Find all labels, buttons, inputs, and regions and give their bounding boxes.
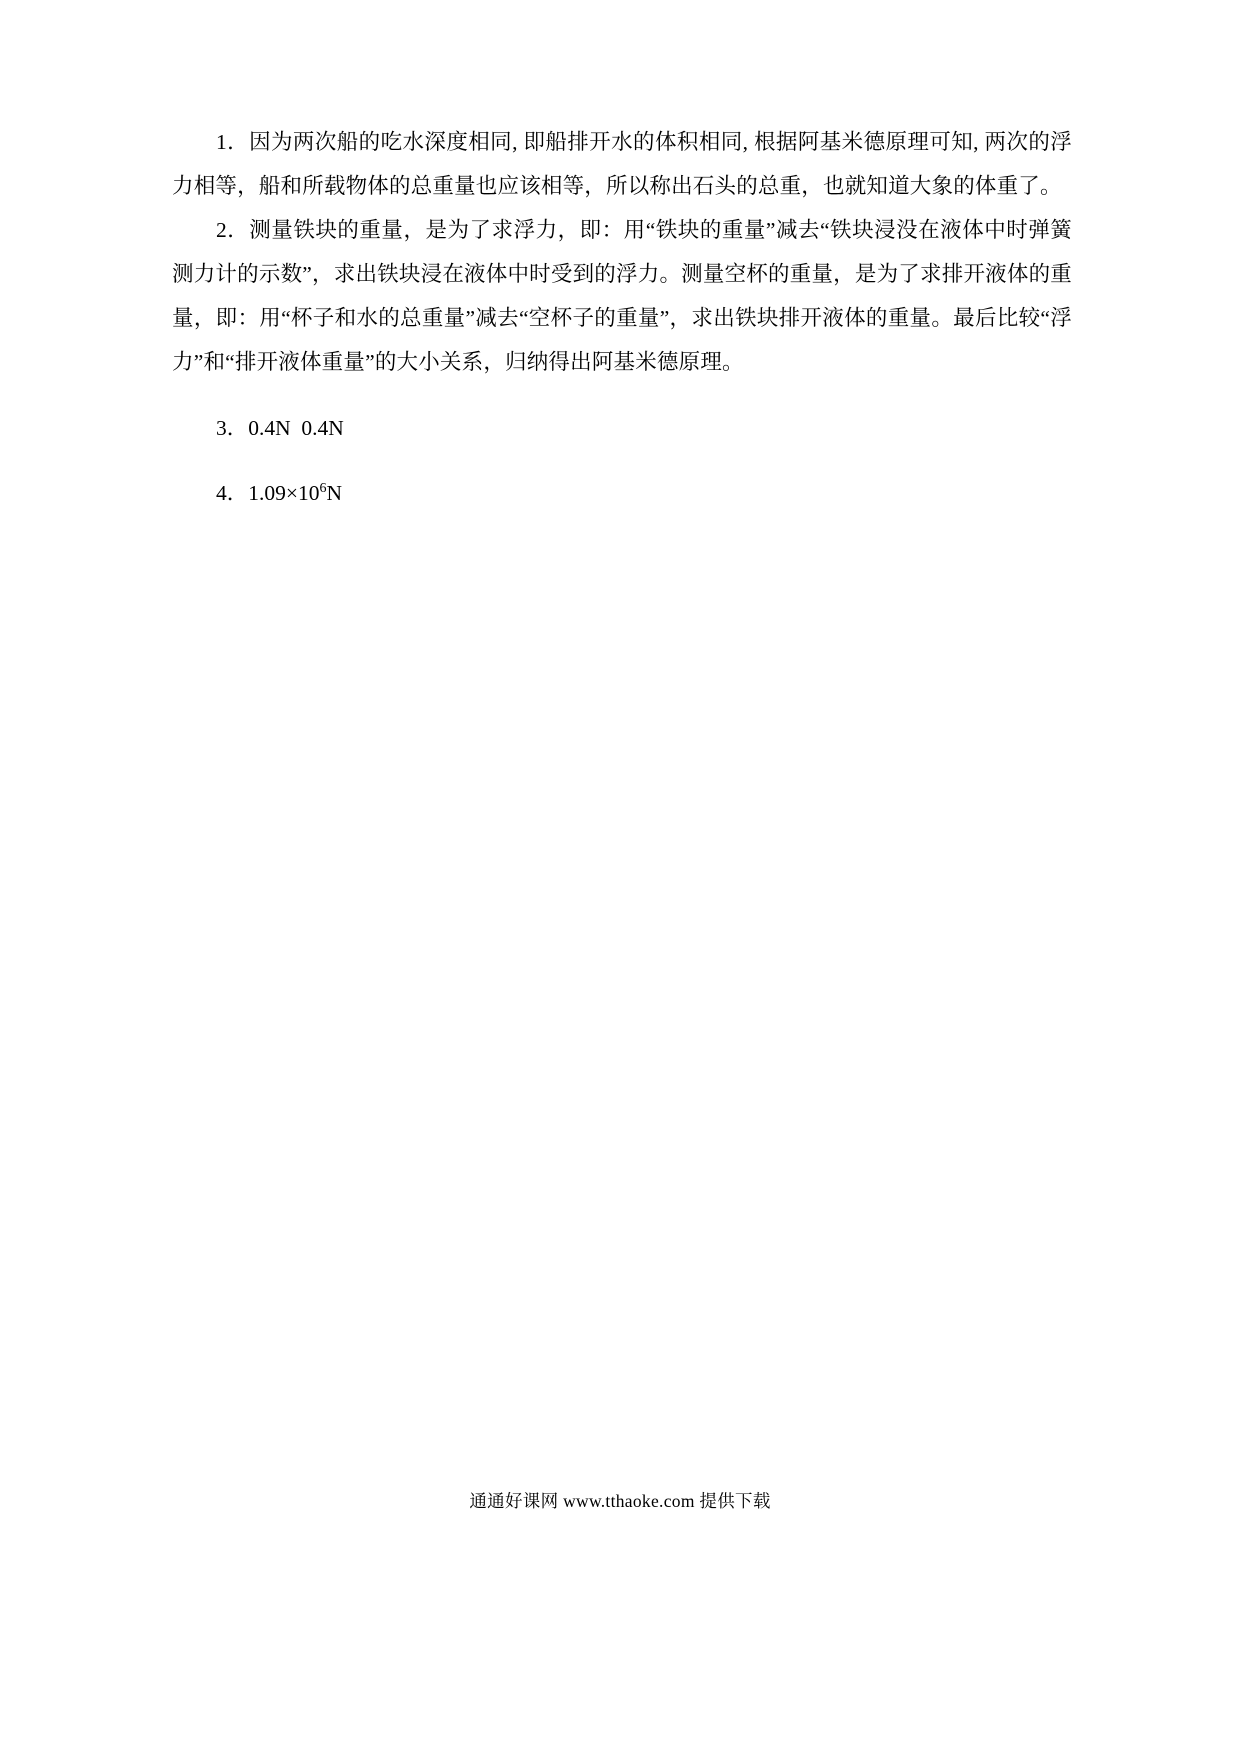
footer-suffix: 提供下载 [699,1491,771,1511]
footer-site-name: 通通好课网 [469,1491,559,1511]
answer-item-1: 1．因为两次船的吃水深度相同, 即船排开水的体积相同, 根据阿基米德原理可知, 两次的浮力相等，船和所载物体的总重量也应该相等，所以称出石头的总重，也就知道大象的体重了。 [172,130,1072,198]
page-footer [0,1488,1240,1513]
answer-item-2: 2．测量铁块的重量，是为了求浮力，即：用“铁块的重量”减去“铁块浸没在液体中时弹簧测力计的示数”，求出铁块浸在液体中时受到的浮力。测量空杯的重量，是为了求排开液体的重量，即：用“杯子和水的总重量”减去“空杯子的重量”，求出铁块排开液体的重量。最后比较“浮力”和“排开液体重量”的大小关系，归纳得出阿基米德原理。 [172,218,1072,374]
answer-item-4-exponent: 6 [319,480,327,496]
footer-url[interactable]: www.tthaoke.com [563,1491,695,1511]
answer-list [172,120,1072,537]
answer-item-4-prefix: 4．1.09×10 [216,481,320,505]
answer-item-4 [172,471,1072,515]
answer-item-4-suffix: N [326,481,343,505]
answer-item-3: 3．0.4N 0.4N [216,415,344,440]
